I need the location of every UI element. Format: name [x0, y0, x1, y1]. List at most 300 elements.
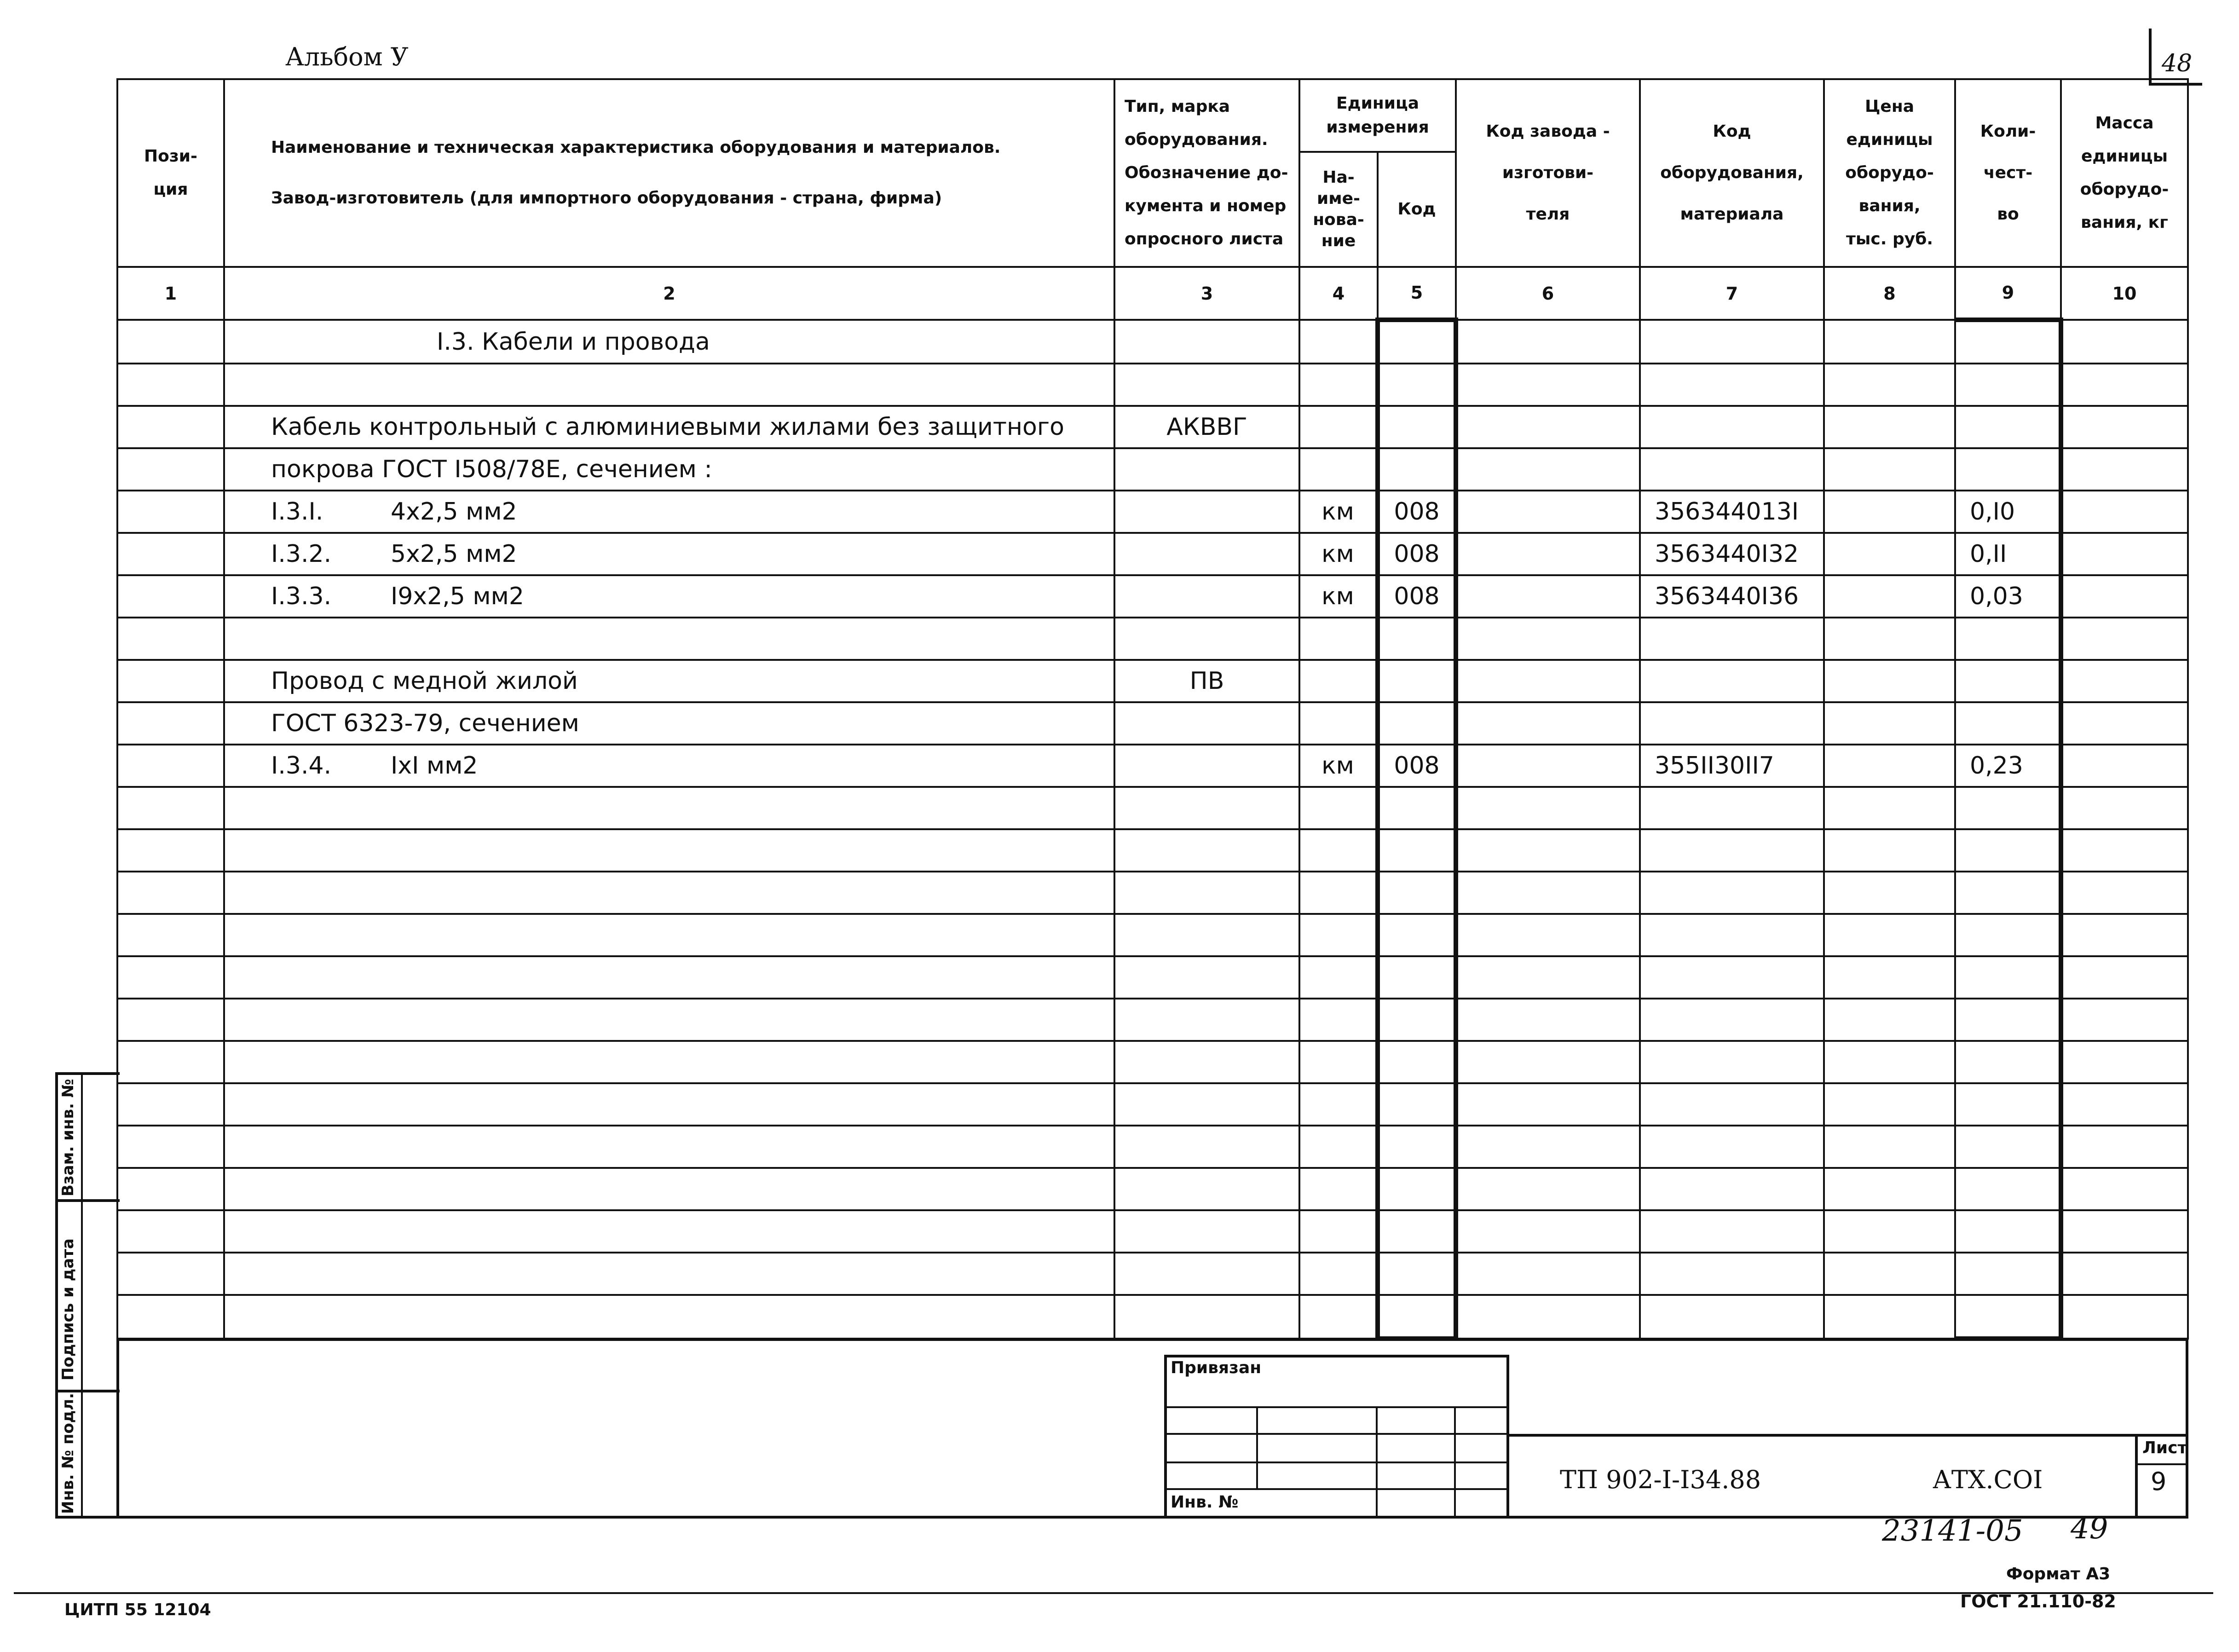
cell-name	[224, 1041, 1114, 1083]
cell-price	[1824, 1126, 1955, 1168]
cell-name	[224, 533, 1114, 575]
cell-position	[117, 787, 224, 829]
cell-position	[117, 406, 224, 448]
cell-unit-code	[1378, 829, 1456, 872]
cell-unit-code	[1378, 448, 1456, 491]
album-title: Альбом У	[285, 42, 409, 71]
cell-position	[117, 1083, 224, 1126]
cell-factory-code	[1456, 1295, 1640, 1339]
cell-type	[1114, 1126, 1299, 1168]
cell-name	[224, 618, 1114, 660]
cell-factory-code	[1456, 1253, 1640, 1295]
cell-type	[1114, 618, 1299, 660]
tb-document-code: ТП 902-I-I34.88	[1560, 1465, 1761, 1494]
cell-equipment-code	[1640, 660, 1824, 702]
cell-mass	[2061, 448, 2188, 491]
cell-price	[1824, 618, 1955, 660]
cell-unit-code	[1378, 1083, 1456, 1126]
gost-label: ГОСТ 21.110-82	[1960, 1591, 2116, 1612]
cell-quantity	[1955, 999, 2061, 1041]
cell-unit-code	[1378, 618, 1456, 660]
cell-factory-code	[1456, 618, 1640, 660]
cell-type	[1114, 1041, 1299, 1083]
stamp-frame-bottom	[55, 1516, 120, 1519]
tb-line	[1164, 1355, 1167, 1519]
table-row	[117, 702, 2188, 745]
cell-unit-code: 008	[1378, 745, 1456, 787]
cell-factory-code	[1456, 914, 1640, 956]
cell-equipment-code	[1640, 787, 1824, 829]
cell-name	[224, 787, 1114, 829]
cell-quantity	[1955, 364, 2061, 406]
table-row	[117, 364, 2188, 406]
cell-name	[224, 1210, 1114, 1253]
cell-unit	[1299, 406, 1378, 448]
col-header-type: Тип, марка оборудования. Обозначение до-кумента и номер опросного листа	[1114, 79, 1299, 267]
cell-mass	[2061, 364, 2188, 406]
col-number: 8	[1824, 267, 1955, 320]
cell-type	[1114, 872, 1299, 914]
cell-mass	[2061, 872, 2188, 914]
cell-quantity: 0,I0	[1955, 491, 2061, 533]
cell-name	[224, 829, 1114, 872]
handwritten-page: 49	[2071, 1512, 2108, 1546]
cell-name	[224, 1083, 1114, 1126]
cell-unit-code: 008	[1378, 491, 1456, 533]
cell-position	[117, 575, 224, 618]
cell-unit-code	[1378, 320, 1456, 364]
cell-name	[224, 1295, 1114, 1339]
cell-quantity	[1955, 1168, 2061, 1210]
cell-name: I.3. Кабели и провода	[224, 320, 1114, 364]
cell-unit	[1299, 660, 1378, 702]
cell-price	[1824, 702, 1955, 745]
stamp-inv-original: Инв. № подл.	[59, 1392, 77, 1514]
table-row	[117, 1253, 2188, 1295]
cell-position	[117, 533, 224, 575]
tb-sheet-code: АТХ.СОI	[1933, 1465, 2043, 1494]
cell-position	[117, 745, 224, 787]
cell-unit	[1299, 999, 1378, 1041]
cell-quantity	[1955, 448, 2061, 491]
cell-position	[117, 1253, 224, 1295]
col-header-unit: Единица измерения	[1299, 79, 1456, 152]
table-row	[117, 1041, 2188, 1083]
cell-unit	[1299, 956, 1378, 999]
col-header-position: Пози- ция	[117, 79, 224, 267]
cell-mass	[2061, 1126, 2188, 1168]
cell-equipment-code: 356344013I	[1640, 491, 1824, 533]
cell-name	[224, 1168, 1114, 1210]
col-header-name-line1: Наименование и техническая характеристика оборудования и материалов.	[271, 138, 1001, 157]
cell-position	[117, 1168, 224, 1210]
cell-name	[224, 491, 1114, 533]
handwritten-number: 23141-05	[1882, 1514, 2023, 1548]
cell-equipment-code	[1640, 1253, 1824, 1295]
cell-unit	[1299, 702, 1378, 745]
cell-factory-code	[1456, 406, 1640, 448]
tb-line	[1509, 1434, 2186, 1437]
cell-mass	[2061, 1295, 2188, 1339]
cell-factory-code	[1456, 1041, 1640, 1083]
table-row	[117, 956, 2188, 999]
cell-quantity: 0,II	[1955, 533, 2061, 575]
cell-factory-code	[1456, 320, 1640, 364]
cell-position	[117, 448, 224, 491]
cell-mass	[2061, 1041, 2188, 1083]
cell-name	[224, 745, 1114, 787]
cell-mass	[2061, 575, 2188, 618]
cell-position	[117, 1295, 224, 1339]
cell-quantity	[1955, 1041, 2061, 1083]
cell-factory-code	[1456, 448, 1640, 491]
col-number: 5	[1378, 267, 1456, 320]
table-row	[117, 872, 2188, 914]
cell-quantity	[1955, 618, 2061, 660]
cell-equipment-code: 3563440I32	[1640, 533, 1824, 575]
cell-position	[117, 364, 224, 406]
cell-price	[1824, 787, 1955, 829]
cell-quantity	[1955, 702, 2061, 745]
tb-line	[1164, 1461, 1509, 1463]
cell-quantity	[1955, 1126, 2061, 1168]
item-name: IхI мм2	[391, 752, 478, 780]
table-row	[117, 533, 2188, 575]
col-number: 2	[224, 267, 1114, 320]
cell-equipment-code	[1640, 999, 1824, 1041]
cell-unit-code	[1378, 406, 1456, 448]
cell-equipment-code	[1640, 448, 1824, 491]
frame-right	[2186, 1339, 2188, 1519]
cell-position	[117, 320, 224, 364]
position-label: I.3.3.	[271, 583, 332, 610]
item-name: I9х2,5 мм2	[391, 583, 524, 610]
cell-type	[1114, 745, 1299, 787]
cell-quantity: 0,03	[1955, 575, 2061, 618]
cell-equipment-code: 355II30II7	[1640, 745, 1824, 787]
cell-unit-code	[1378, 1041, 1456, 1083]
cell-unit: км	[1299, 491, 1378, 533]
cell-position	[117, 829, 224, 872]
cell-price	[1824, 448, 1955, 491]
cell-position	[117, 1210, 224, 1253]
cell-unit-code	[1378, 787, 1456, 829]
cell-price	[1824, 829, 1955, 872]
cell-unit-code	[1378, 956, 1456, 999]
cell-name: покрова ГОСТ I508/78Е, сечением :	[224, 448, 1114, 491]
col-number: 6	[1456, 267, 1640, 320]
cell-equipment-code	[1640, 1083, 1824, 1126]
cell-factory-code	[1456, 364, 1640, 406]
cell-price	[1824, 1210, 1955, 1253]
cell-quantity	[1955, 406, 2061, 448]
col-number: 9	[1955, 267, 2061, 320]
cell-unit-code	[1378, 1295, 1456, 1339]
cell-price	[1824, 533, 1955, 575]
cell-unit	[1299, 787, 1378, 829]
footer-line	[14, 1592, 2213, 1594]
page-corner-number: 48	[2162, 50, 2193, 77]
cell-name	[224, 999, 1114, 1041]
position-label: I.3.2.	[271, 540, 332, 568]
col-header-factory-code: Код завода - изготови-теля	[1456, 79, 1640, 267]
cell-type	[1114, 448, 1299, 491]
cell-equipment-code	[1640, 1168, 1824, 1210]
cell-unit-code	[1378, 660, 1456, 702]
cell-unit	[1299, 1210, 1378, 1253]
tb-line	[2135, 1463, 2186, 1465]
tb-line	[1256, 1406, 1258, 1488]
table-row	[117, 618, 2188, 660]
cell-quantity	[1955, 787, 2061, 829]
cell-factory-code	[1456, 1126, 1640, 1168]
tb-line	[1454, 1406, 1456, 1517]
cell-factory-code	[1456, 1083, 1640, 1126]
tb-line	[1164, 1433, 1509, 1435]
cell-quantity	[1955, 956, 2061, 999]
cell-unit	[1299, 1041, 1378, 1083]
cell-factory-code	[1456, 999, 1640, 1041]
cell-position	[117, 618, 224, 660]
cell-equipment-code	[1640, 320, 1824, 364]
col-number: 4	[1299, 267, 1378, 320]
tb-list-number: 9	[2151, 1467, 2167, 1496]
cell-unit: км	[1299, 575, 1378, 618]
frame-bottom	[116, 1516, 2187, 1519]
cell-factory-code	[1456, 787, 1640, 829]
cell-price	[1824, 872, 1955, 914]
cell-quantity	[1955, 1295, 2061, 1339]
cell-unit	[1299, 618, 1378, 660]
cell-factory-code	[1456, 702, 1640, 745]
cell-type	[1114, 1253, 1299, 1295]
cell-price	[1824, 1253, 1955, 1295]
col-number: 3	[1114, 267, 1299, 320]
cell-equipment-code	[1640, 364, 1824, 406]
cell-mass	[2061, 787, 2188, 829]
cell-name	[224, 1253, 1114, 1295]
cell-type: АКВВГ	[1114, 406, 1299, 448]
cell-quantity	[1955, 872, 2061, 914]
cell-unit-code: 008	[1378, 575, 1456, 618]
cell-price	[1824, 914, 1955, 956]
stamp-frame-left	[55, 1072, 58, 1519]
cell-unit: км	[1299, 533, 1378, 575]
table-row	[117, 787, 2188, 829]
cell-factory-code	[1456, 745, 1640, 787]
frame-left	[116, 1339, 119, 1519]
cell-mass	[2061, 1210, 2188, 1253]
cell-name: Провод с медной жилой	[224, 660, 1114, 702]
specification-table	[116, 78, 2189, 1341]
cell-name	[224, 364, 1114, 406]
stamp-divider	[55, 1199, 120, 1202]
cell-mass	[2061, 829, 2188, 872]
cell-mass	[2061, 914, 2188, 956]
cell-mass	[2061, 1168, 2188, 1210]
cell-price	[1824, 320, 1955, 364]
cell-unit-code	[1378, 702, 1456, 745]
cell-price	[1824, 956, 1955, 999]
cell-factory-code	[1456, 829, 1640, 872]
cell-price	[1824, 660, 1955, 702]
cell-equipment-code	[1640, 702, 1824, 745]
cell-position	[117, 914, 224, 956]
cell-type	[1114, 320, 1299, 364]
table-row	[117, 1210, 2188, 1253]
cell-factory-code	[1456, 1168, 1640, 1210]
cell-type	[1114, 956, 1299, 999]
cell-quantity	[1955, 660, 2061, 702]
cell-mass	[2061, 533, 2188, 575]
col-header-unit-name: На-име-нова-ние	[1299, 152, 1378, 267]
cell-mass	[2061, 618, 2188, 660]
cell-type	[1114, 491, 1299, 533]
cell-price	[1824, 364, 1955, 406]
cell-position	[117, 702, 224, 745]
cell-price	[1824, 406, 1955, 448]
cell-quantity	[1955, 1083, 2061, 1126]
cell-equipment-code: 3563440I36	[1640, 575, 1824, 618]
cell-quantity: 0,23	[1955, 745, 2061, 787]
table-row	[117, 1083, 2188, 1126]
cell-equipment-code	[1640, 1126, 1824, 1168]
cell-position	[117, 872, 224, 914]
cell-equipment-code	[1640, 956, 1824, 999]
item-name: 4х2,5 мм2	[391, 498, 517, 526]
tb-list-label: Лист	[2142, 1438, 2187, 1457]
cell-name: ГОСТ 6323-79, сечением	[224, 702, 1114, 745]
cell-position	[117, 956, 224, 999]
cell-equipment-code	[1640, 829, 1824, 872]
cell-position	[117, 1126, 224, 1168]
cell-mass	[2061, 745, 2188, 787]
stamp-divider	[55, 1390, 120, 1392]
cell-name	[224, 1126, 1114, 1168]
cell-type	[1114, 575, 1299, 618]
cell-type	[1114, 1083, 1299, 1126]
cell-factory-code	[1456, 660, 1640, 702]
print-code: ЦИТП 55 12104	[64, 1600, 211, 1619]
stamp-inner-line	[81, 1072, 83, 1519]
cell-unit-code	[1378, 1253, 1456, 1295]
cell-price	[1824, 1295, 1955, 1339]
cell-type	[1114, 702, 1299, 745]
cell-name	[224, 956, 1114, 999]
cell-price	[1824, 1041, 1955, 1083]
cell-mass	[2061, 956, 2188, 999]
cell-price	[1824, 745, 1955, 787]
cell-position	[117, 999, 224, 1041]
cell-equipment-code	[1640, 872, 1824, 914]
cell-type: ПВ	[1114, 660, 1299, 702]
table-row	[117, 575, 2188, 618]
cell-unit	[1299, 1168, 1378, 1210]
col-number: 7	[1640, 267, 1824, 320]
cell-quantity	[1955, 320, 2061, 364]
cell-mass	[2061, 320, 2188, 364]
cell-mass	[2061, 999, 2188, 1041]
col-header-equipment-code: Код оборудования, материала	[1640, 79, 1824, 267]
table-body	[117, 320, 2188, 1339]
cell-quantity	[1955, 914, 2061, 956]
tb-line	[1164, 1355, 1509, 1357]
cell-equipment-code	[1640, 1295, 1824, 1339]
cell-type	[1114, 1295, 1299, 1339]
cell-quantity	[1955, 1210, 2061, 1253]
cell-type	[1114, 1210, 1299, 1253]
cell-factory-code	[1456, 491, 1640, 533]
tb-line	[1164, 1406, 1509, 1408]
cell-equipment-code	[1640, 914, 1824, 956]
cell-factory-code	[1456, 533, 1640, 575]
cell-equipment-code	[1640, 1210, 1824, 1253]
cell-mass	[2061, 1083, 2188, 1126]
tb-inv-no: Инв. №	[1171, 1493, 1239, 1512]
cell-unit	[1299, 914, 1378, 956]
cell-factory-code	[1456, 1210, 1640, 1253]
cell-unit	[1299, 1295, 1378, 1339]
cell-type	[1114, 787, 1299, 829]
stamp-frame-top	[55, 1072, 120, 1075]
cell-unit-code	[1378, 364, 1456, 406]
stamp-signature-date: Подпись и дата	[59, 1238, 77, 1381]
cell-equipment-code	[1640, 618, 1824, 660]
cell-unit-code	[1378, 914, 1456, 956]
cell-mass	[2061, 660, 2188, 702]
col-header-mass: Масса единицы оборудо-вания, кг	[2061, 79, 2188, 267]
cell-name	[224, 575, 1114, 618]
cell-unit	[1299, 829, 1378, 872]
cell-factory-code	[1456, 575, 1640, 618]
cell-unit-code	[1378, 872, 1456, 914]
col-number: 10	[2061, 267, 2188, 320]
cell-name	[224, 914, 1114, 956]
cell-unit	[1299, 448, 1378, 491]
cell-mass	[2061, 406, 2188, 448]
tb-line	[1164, 1488, 1509, 1490]
cell-unit-code: 008	[1378, 533, 1456, 575]
tb-line	[1506, 1355, 1509, 1519]
cell-unit: км	[1299, 745, 1378, 787]
cell-price	[1824, 491, 1955, 533]
table-row	[117, 320, 2188, 364]
cell-price	[1824, 999, 1955, 1041]
cell-type	[1114, 914, 1299, 956]
cell-equipment-code	[1640, 406, 1824, 448]
table-row	[117, 745, 2188, 787]
cell-type	[1114, 364, 1299, 406]
tb-line	[1376, 1406, 1378, 1517]
cell-quantity	[1955, 829, 2061, 872]
col-header-quantity: Коли-чест-во	[1955, 79, 2061, 267]
col-header-name	[224, 79, 1114, 267]
cell-name: Кабель контрольный с алюминиевыми жилами без защитного	[224, 406, 1114, 448]
cell-unit	[1299, 1083, 1378, 1126]
table-row	[117, 999, 2188, 1041]
cell-unit-code	[1378, 1210, 1456, 1253]
cell-mass	[2061, 491, 2188, 533]
cell-unit	[1299, 320, 1378, 364]
format-label: Формат А3	[2006, 1565, 2111, 1583]
cell-equipment-code	[1640, 1041, 1824, 1083]
table-row	[117, 914, 2188, 956]
cell-type	[1114, 829, 1299, 872]
cell-unit	[1299, 872, 1378, 914]
tb-line	[2135, 1434, 2138, 1517]
table-row	[117, 1295, 2188, 1339]
table-row	[117, 1168, 2188, 1210]
